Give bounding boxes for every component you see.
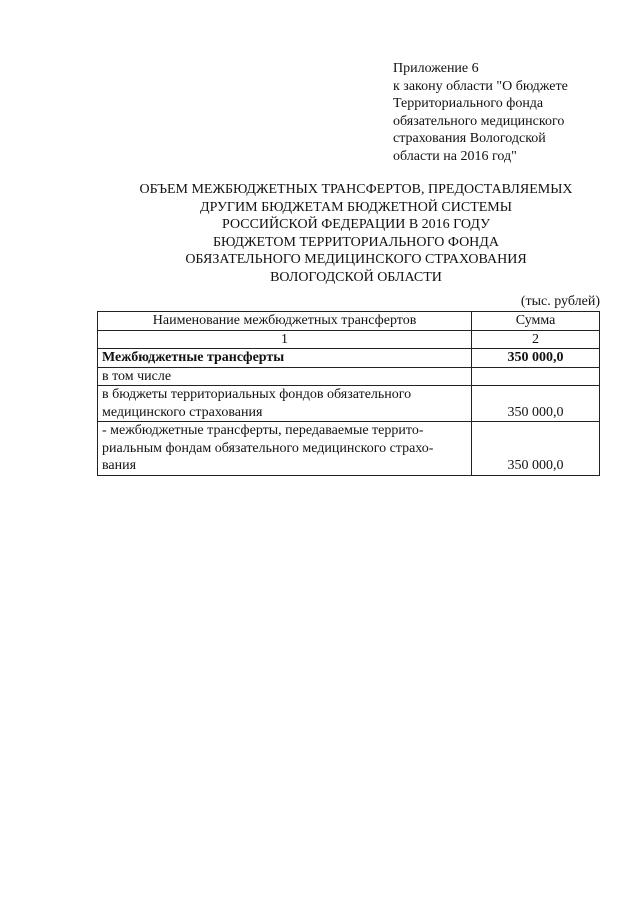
column-number-row bbox=[98, 330, 600, 349]
appendix-note bbox=[393, 60, 623, 166]
appendix-line: обязательного медицинского bbox=[393, 113, 565, 129]
row-sum: 350 000,0 bbox=[472, 386, 600, 422]
units-label: (тыс. рублей) bbox=[520, 294, 600, 309]
row-sum: 350 000,0 bbox=[472, 422, 600, 476]
table-row bbox=[98, 349, 600, 368]
table-row bbox=[98, 386, 600, 422]
row-name bbox=[98, 422, 472, 476]
column-number-name: 1 bbox=[98, 330, 472, 349]
header-sum: Сумма bbox=[472, 312, 600, 331]
table-row bbox=[98, 422, 600, 476]
appendix-line: страхования Вологодской bbox=[393, 131, 546, 147]
document-title bbox=[98, 181, 614, 287]
table-header-row bbox=[98, 312, 600, 331]
appendix-line: области на 2016 год" bbox=[393, 148, 517, 164]
header-name: Наименование межбюджетных трансфертов bbox=[98, 312, 472, 331]
appendix-line: Территориального фонда bbox=[393, 96, 544, 112]
table-row bbox=[98, 367, 600, 386]
row-name bbox=[98, 349, 472, 368]
column-number-sum: 2 bbox=[472, 330, 600, 349]
appendix-line: Приложение 6 bbox=[393, 61, 479, 76]
title-line: РОССИЙСКОЙ ФЕДЕРАЦИИ В 2016 ГОДУ bbox=[222, 217, 490, 233]
row-name-line: медицинского страхования bbox=[102, 404, 263, 420]
title-line: БЮДЖЕТОМ ТЕРРИТОРИАЛЬНОГО ФОНДА bbox=[213, 234, 499, 250]
title-line: ВОЛОГОДСКОЙ ОБЛАСТИ bbox=[270, 269, 442, 285]
row-name-line: риальным фондам обязательного медицинского страхо- bbox=[102, 440, 434, 456]
title-line: ОБЪЕМ МЕЖБЮДЖЕТНЫХ ТРАНСФЕРТОВ, ПРЕДОСТАВЛЯЕМЫХ bbox=[139, 182, 573, 197]
title-line: ДРУГИМ БЮДЖЕТАМ БЮДЖЕТНОЙ СИСТЕМЫ bbox=[200, 199, 512, 215]
row-name-line: вания bbox=[102, 458, 137, 473]
row-sum: 350 000,0 bbox=[472, 349, 600, 368]
row-name-line: - межбюджетные трансферты, передаваемые террито- bbox=[102, 423, 424, 438]
row-name-line: в бюджеты территориальных фондов обязательного bbox=[102, 387, 412, 402]
title-line: ОБЯЗАТЕЛЬНОГО МЕДИЦИНСКОГО СТРАХОВАНИЯ bbox=[185, 252, 527, 268]
row-name bbox=[98, 386, 472, 422]
row-name-line: в том числе bbox=[102, 368, 172, 384]
transfers-table bbox=[97, 311, 600, 476]
appendix-line: к закону области "О бюджете bbox=[393, 78, 568, 94]
row-name-line: Межбюджетные трансферты bbox=[102, 350, 285, 365]
row-name bbox=[98, 367, 472, 386]
row-sum bbox=[472, 367, 600, 386]
